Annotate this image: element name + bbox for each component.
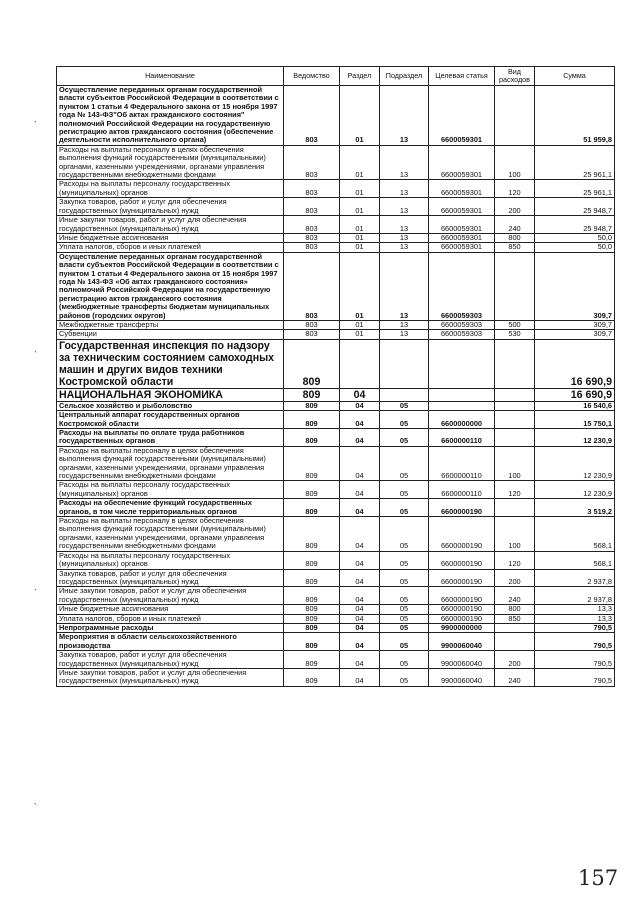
row-name: Закупка товаров, работ и услуг для обеспечения государственных (муниципальных) нужд	[57, 569, 284, 587]
row-section: 01	[340, 216, 380, 234]
row-name: Уплата налогов, сборов и иных платежей	[57, 243, 284, 252]
row-exp-type: 850	[495, 243, 535, 252]
row-dept: 809	[284, 388, 340, 401]
row-subsection: 13	[380, 330, 429, 339]
margin-mark: `	[34, 350, 37, 360]
row-sum: 790,5	[535, 623, 615, 632]
row-sum: 309,7	[535, 330, 615, 339]
row-dept: 809	[284, 481, 340, 499]
table-row	[57, 216, 615, 234]
row-subsection: 05	[380, 651, 429, 669]
row-section: 01	[340, 180, 380, 198]
row-name: Иные бюджетные ассигнования	[57, 605, 284, 614]
row-sum: 16 690,9	[535, 339, 615, 388]
row-name: Расходы на выплаты персоналу в целях обеспечения выполнения функций государственными (муниципальными) органами, казенными учреждениями, органами управления государственными внебюджетными фондами	[57, 446, 284, 481]
row-dept: 809	[284, 587, 340, 605]
table-body	[57, 86, 615, 687]
table-row	[57, 429, 615, 447]
row-dept: 809	[284, 633, 340, 651]
row-section: 04	[340, 411, 380, 429]
row-section: 04	[340, 401, 380, 410]
row-target: 6600059301	[429, 198, 495, 216]
table-row	[57, 86, 615, 146]
row-subsection: 13	[380, 233, 429, 242]
row-target: 9900060040	[429, 633, 495, 651]
row-sum: 2 937,8	[535, 587, 615, 605]
col-header-sum: Сумма	[535, 67, 615, 86]
row-name: Расходы на выплаты персоналу государственных (муниципальных) органов	[57, 481, 284, 499]
row-target: 6600059301	[429, 145, 495, 180]
row-dept: 803	[284, 320, 340, 329]
row-subsection: 05	[380, 623, 429, 632]
table-row	[57, 587, 615, 605]
row-sum: 13,3	[535, 614, 615, 623]
row-name: Расходы на выплаты персоналу в целях обеспечения выполнения функций государственными (муниципальными) органами, казенными учреждениями, органами управления государственными внебюджетными фондами	[57, 145, 284, 180]
row-name: Закупка товаров, работ и услуг для обеспечения государственных (муниципальных) нужд	[57, 651, 284, 669]
row-sum: 25 961,1	[535, 145, 615, 180]
row-section: 04	[340, 587, 380, 605]
row-subsection: 05	[380, 411, 429, 429]
table-row	[57, 481, 615, 499]
row-target	[429, 339, 495, 388]
row-name: Непрограммные расходы	[57, 623, 284, 632]
row-sum: 12 230,9	[535, 481, 615, 499]
row-target: 9900000000	[429, 623, 495, 632]
table-row	[57, 252, 615, 320]
row-sum: 790,5	[535, 651, 615, 669]
row-subsection: 13	[380, 145, 429, 180]
row-subsection: 05	[380, 517, 429, 552]
row-section: 01	[340, 252, 380, 320]
row-subsection: 05	[380, 633, 429, 651]
row-section: 01	[340, 198, 380, 216]
row-subsection: 05	[380, 605, 429, 614]
row-exp-type: 200	[495, 651, 535, 669]
row-target: 9900060040	[429, 668, 495, 686]
table-row	[57, 651, 615, 669]
table-row	[57, 243, 615, 252]
margin-mark: `	[34, 120, 37, 130]
row-target: 6600000190	[429, 614, 495, 623]
row-name: НАЦИОНАЛЬНАЯ ЭКОНОМИКА	[57, 388, 284, 401]
row-name: Центральный аппарат государственных органов Костромской области	[57, 411, 284, 429]
row-target: 6600000190	[429, 605, 495, 614]
row-sum: 50,0	[535, 243, 615, 252]
row-name: Расходы на выплаты по оплате труда работников государственных органов	[57, 429, 284, 447]
row-name: Иные закупки товаров, работ и услуг для обеспечения государственных (муниципальных) нужд	[57, 668, 284, 686]
table-row	[57, 198, 615, 216]
row-dept: 809	[284, 651, 340, 669]
row-exp-type: 200	[495, 569, 535, 587]
row-section: 04	[340, 651, 380, 669]
table-header-row	[57, 67, 615, 86]
row-exp-type	[495, 633, 535, 651]
row-dept: 809	[284, 429, 340, 447]
row-dept: 803	[284, 198, 340, 216]
row-section: 01	[340, 320, 380, 329]
row-target: 6600000190	[429, 569, 495, 587]
row-dept: 809	[284, 551, 340, 569]
row-section: 01	[340, 145, 380, 180]
table-row	[57, 320, 615, 329]
row-section: 04	[340, 551, 380, 569]
col-header-subsection: Подраздел	[380, 67, 429, 86]
row-target: 6600059303	[429, 252, 495, 320]
row-exp-type: 530	[495, 330, 535, 339]
row-exp-type	[495, 411, 535, 429]
row-exp-type	[495, 623, 535, 632]
margin-mark: `	[34, 802, 37, 812]
row-exp-type	[495, 429, 535, 447]
row-dept: 803	[284, 216, 340, 234]
row-subsection: 05	[380, 481, 429, 499]
row-name: Государственная инспекция по надзору за техническим состоянием самоходных машин и других видов техники Костромской области	[57, 339, 284, 388]
table-row	[57, 446, 615, 481]
row-subsection: 13	[380, 180, 429, 198]
row-subsection: 13	[380, 216, 429, 234]
row-dept: 809	[284, 517, 340, 552]
row-name: Субвенции	[57, 330, 284, 339]
row-target: 9900060040	[429, 651, 495, 669]
row-target: 6600059301	[429, 243, 495, 252]
row-name: Осуществление переданных органам государственной власти субъектов Российской Федерации в соответствии с пунктом 1 статьи 4 Федерального закона от 15 ноября 1997 года № 143-ФЗ"Об актах гражданского состояния" полномочий Российской Федерации на государственную регистрацию актов гражданского состояния (обеспечение деятельности исполнительного органа)	[57, 86, 284, 146]
row-sum: 568,1	[535, 517, 615, 552]
row-sum: 16 540,6	[535, 401, 615, 410]
row-section: 04	[340, 623, 380, 632]
col-header-section: Раздел	[340, 67, 380, 86]
row-sum: 25 961,1	[535, 180, 615, 198]
row-exp-type	[495, 401, 535, 410]
col-header-exp-type: Вид расходов	[495, 67, 535, 86]
table-row	[57, 339, 615, 388]
row-dept: 809	[284, 401, 340, 410]
col-header-name: Наименование	[57, 67, 284, 86]
row-section: 04	[340, 614, 380, 623]
table-row	[57, 499, 615, 517]
row-name: Расходы на обеспечение функций государственных органов, в том числе территориальных органов	[57, 499, 284, 517]
row-exp-type: 120	[495, 551, 535, 569]
table-row	[57, 517, 615, 552]
row-exp-type	[495, 252, 535, 320]
row-target: 6600000190	[429, 499, 495, 517]
table-row	[57, 569, 615, 587]
row-section: 01	[340, 243, 380, 252]
row-exp-type: 240	[495, 668, 535, 686]
table-row	[57, 330, 615, 339]
row-name: Иные закупки товаров, работ и услуг для обеспечения государственных (муниципальных) нужд	[57, 216, 284, 234]
row-sum: 790,5	[535, 668, 615, 686]
table-row	[57, 388, 615, 401]
row-section: 01	[340, 86, 380, 146]
row-dept: 803	[284, 233, 340, 242]
table-row	[57, 411, 615, 429]
col-header-dept: Ведомство	[284, 67, 340, 86]
row-sum: 3 519,2	[535, 499, 615, 517]
table-row	[57, 145, 615, 180]
row-dept: 809	[284, 605, 340, 614]
row-target: 6600059303	[429, 330, 495, 339]
table-row	[57, 180, 615, 198]
row-section: 04	[340, 633, 380, 651]
row-section: 01	[340, 233, 380, 242]
page-number: 157	[578, 866, 619, 890]
row-target	[429, 388, 495, 401]
row-exp-type: 200	[495, 198, 535, 216]
row-sum: 790,5	[535, 633, 615, 651]
row-name: Осуществление переданных органам государственной власти субъектов Российской Федерации в соответствии с пунктом 1 статьи 4 Федерального закона от 15 ноября 1997 года № 143-ФЗ «Об актах гражданского состояния» полномочий Российской Федерации на государственную регистрацию актов гражданского состояния (межбюджетные трансферты бюджетам муниципальных районов (городских округов)	[57, 252, 284, 320]
row-exp-type: 850	[495, 614, 535, 623]
row-subsection: 05	[380, 569, 429, 587]
row-sum: 15 750,1	[535, 411, 615, 429]
row-sum: 25 948,7	[535, 216, 615, 234]
row-exp-type: 240	[495, 216, 535, 234]
row-exp-type: 100	[495, 517, 535, 552]
row-subsection	[380, 339, 429, 388]
row-exp-type: 800	[495, 605, 535, 614]
row-name: Иные закупки товаров, работ и услуг для обеспечения государственных (муниципальных) нужд	[57, 587, 284, 605]
row-section: 04	[340, 429, 380, 447]
row-section: 04	[340, 668, 380, 686]
row-name: Расходы на выплаты персоналу в целях обеспечения выполнения функций государственными (муниципальными) органами, казенными учреждениями, органами управления государственными внебюджетными фондами	[57, 517, 284, 552]
row-name: Сельское хозяйство и рыболовство	[57, 401, 284, 410]
row-section: 04	[340, 517, 380, 552]
row-dept: 803	[284, 180, 340, 198]
row-sum: 12 230,9	[535, 446, 615, 481]
row-subsection: 05	[380, 587, 429, 605]
row-sum: 568,1	[535, 551, 615, 569]
row-exp-type: 240	[495, 587, 535, 605]
row-target: 6600000190	[429, 517, 495, 552]
row-target: 6600000000	[429, 411, 495, 429]
row-subsection: 13	[380, 320, 429, 329]
row-subsection: 05	[380, 429, 429, 447]
row-dept: 803	[284, 243, 340, 252]
row-target: 6600059301	[429, 233, 495, 242]
row-target: 6600000190	[429, 587, 495, 605]
row-dept: 809	[284, 411, 340, 429]
row-name: Расходы на выплаты персоналу государственных (муниципальных) органов	[57, 180, 284, 198]
row-name: Закупка товаров, работ и услуг для обеспечения государственных (муниципальных) нужд	[57, 198, 284, 216]
row-subsection: 05	[380, 551, 429, 569]
row-subsection: 13	[380, 86, 429, 146]
row-subsection	[380, 388, 429, 401]
row-sum: 50,0	[535, 233, 615, 242]
row-sum: 12 230,9	[535, 429, 615, 447]
row-target: 6600059303	[429, 320, 495, 329]
row-name: Расходы на выплаты персоналу государственных (муниципальных) органов	[57, 551, 284, 569]
row-subsection: 05	[380, 401, 429, 410]
row-exp-type: 120	[495, 180, 535, 198]
row-section: 04	[340, 446, 380, 481]
row-target: 6600059301	[429, 180, 495, 198]
row-dept: 809	[284, 614, 340, 623]
row-subsection: 13	[380, 252, 429, 320]
table-row	[57, 668, 615, 686]
row-target: 6600000190	[429, 551, 495, 569]
col-header-target: Целевая статья	[429, 67, 495, 86]
row-dept: 809	[284, 339, 340, 388]
row-exp-type	[495, 86, 535, 146]
row-sum: 25 948,7	[535, 198, 615, 216]
row-dept: 809	[284, 623, 340, 632]
row-dept: 803	[284, 86, 340, 146]
row-subsection: 05	[380, 499, 429, 517]
row-section: 01	[340, 330, 380, 339]
row-sum: 16 690,9	[535, 388, 615, 401]
row-subsection: 13	[380, 198, 429, 216]
row-dept: 809	[284, 569, 340, 587]
row-dept: 803	[284, 145, 340, 180]
row-dept: 803	[284, 330, 340, 339]
row-sum: 309,7	[535, 252, 615, 320]
row-name: Межбюджетные трансферты	[57, 320, 284, 329]
table-row	[57, 633, 615, 651]
margin-mark: `	[34, 588, 37, 598]
row-name: Мероприятия в области сельскохозяйственного производства	[57, 633, 284, 651]
row-name: Иные бюджетные ассигнования	[57, 233, 284, 242]
budget-table	[56, 66, 615, 687]
row-section: 04	[340, 569, 380, 587]
row-subsection: 05	[380, 614, 429, 623]
row-target: 6600059301	[429, 216, 495, 234]
row-target: 6600059301	[429, 86, 495, 146]
table-row	[57, 605, 615, 614]
row-exp-type: 500	[495, 320, 535, 329]
row-subsection: 13	[380, 243, 429, 252]
row-sum: 51 959,8	[535, 86, 615, 146]
row-section: 04	[340, 388, 380, 401]
row-dept: 809	[284, 668, 340, 686]
row-subsection: 05	[380, 446, 429, 481]
row-sum: 309,7	[535, 320, 615, 329]
row-exp-type	[495, 388, 535, 401]
row-exp-type	[495, 499, 535, 517]
row-exp-type: 800	[495, 233, 535, 242]
row-target: 6600000110	[429, 481, 495, 499]
row-exp-type	[495, 339, 535, 388]
row-exp-type: 100	[495, 446, 535, 481]
row-exp-type: 120	[495, 481, 535, 499]
row-section	[340, 339, 380, 388]
row-exp-type: 100	[495, 145, 535, 180]
row-section: 04	[340, 481, 380, 499]
row-dept: 803	[284, 252, 340, 320]
row-dept: 809	[284, 446, 340, 481]
row-section: 04	[340, 605, 380, 614]
row-sum: 13,3	[535, 605, 615, 614]
row-sum: 2 937,8	[535, 569, 615, 587]
row-target	[429, 401, 495, 410]
row-dept: 809	[284, 499, 340, 517]
row-target: 6600000110	[429, 446, 495, 481]
row-target: 6600000110	[429, 429, 495, 447]
row-subsection: 05	[380, 668, 429, 686]
table-row	[57, 551, 615, 569]
row-section: 04	[340, 499, 380, 517]
row-name: Уплата налогов, сборов и иных платежей	[57, 614, 284, 623]
